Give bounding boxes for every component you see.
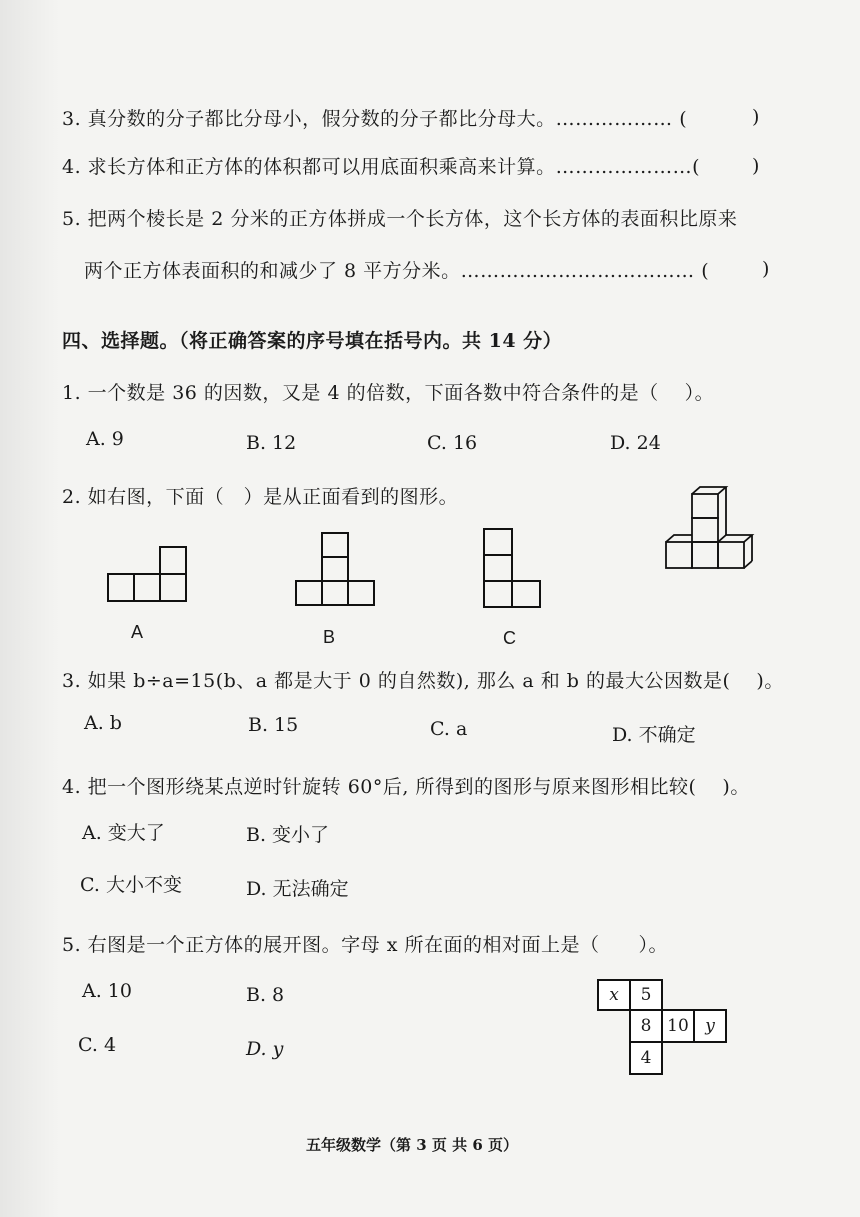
judgment-q4-close-paren: ) [752,155,760,177]
choice-q1-text: 1. 一个数是 36 的因数，又是 4 的倍数，下面各数中符合条件的是（ ）。 [62,382,715,404]
choice-q3-option-b: B. 15 [248,714,299,736]
net-cell-4: 4 [629,1041,663,1075]
net-cell-8: 8 [629,1009,663,1043]
choice-q4-option-b: B. 变小了 [246,824,330,846]
judgment-q3-close-paren: ) [752,106,760,128]
choice-q4-option-c: C. 大小不变 [80,874,182,896]
option-b-figure [292,530,376,608]
section4-heading: 四、选择题。（将正确答案的序号填在括号内。共 14 分） [62,330,563,352]
judgment-q5-text: 两个正方体表面积的和减少了 8 平方分米。……………………………… ( [84,260,710,282]
net-cell-x: x [597,979,631,1011]
figure-label-c: C [503,628,516,648]
judgment-q5-line1: 5. 把两个棱长是 2 分米的正方体拼成一个长方体，这个长方体的表面积比原来 [62,208,738,230]
choice-q3-text: 3. 如果 b÷a=15(b、a 都是大于 0 的自然数), 那么 a 和 b 的最大公因数是( )。 [62,670,784,692]
scan-shadow [0,0,60,1217]
choice-q5-option-c: C. 4 [78,1034,117,1056]
choice-q1-option-b: B. 12 [246,432,297,454]
choice-q5-option-d: D. y [246,1038,284,1060]
choice-q4-option-d: D. 无法确定 [246,878,349,900]
choice-q3-option-d: D. 不确定 [612,724,696,746]
choice-q3 [62,666,784,693]
choice-q1-option-a: A. 9 [86,428,124,450]
cube-stack-3d-figure [660,484,770,574]
judgment-q4 [62,152,700,179]
choice-q5-option-a: A. 10 [82,980,132,1002]
choice-q1-option-d: D. 24 [610,432,661,454]
judgment-q5-close-paren: ) [762,258,770,280]
choice-q2-text: 2. 如右图，下面（ ）是从正面看到的图形。 [62,486,459,508]
net-cell-5: 5 [629,979,663,1011]
page-footer: 五年级数学（第 3 页 共 6 页） [306,1136,518,1154]
judgment-q4-text: 4. 求长方体和正方体的体积都可以用底面积乘高来计算。…………………( [62,156,701,178]
choice-q4-text: 4. 把一个图形绕某点逆时针旋转 60°后, 所得到的图形与原来图形相比较( )。 [62,776,750,798]
option-a-figure [104,544,188,604]
net-cell-10: 10 [661,1009,695,1043]
judgment-q3-text: 3. 真分数的分子都比分母小，假分数的分子都比分母大。……………… ( [62,108,688,130]
net-cell-y: y [693,1009,727,1043]
option-c-figure [480,526,544,612]
choice-q1-option-c: C. 16 [427,432,478,454]
figure-label-a: A [131,622,144,642]
choice-q5-text: 5. 右图是一个正方体的展开图。字母 x 所在面的相对面上是（ ）。 [62,934,668,956]
choice-q3-option-c: C. a [430,718,468,740]
judgment-q3 [62,104,687,131]
choice-q4-option-a: A. 变大了 [82,822,165,844]
choice-q3-option-a: A. b [84,712,122,734]
choice-q5-option-b: B. 8 [246,984,285,1006]
figure-label-b: B [323,627,336,647]
judgment-q5-line2 [84,256,709,283]
